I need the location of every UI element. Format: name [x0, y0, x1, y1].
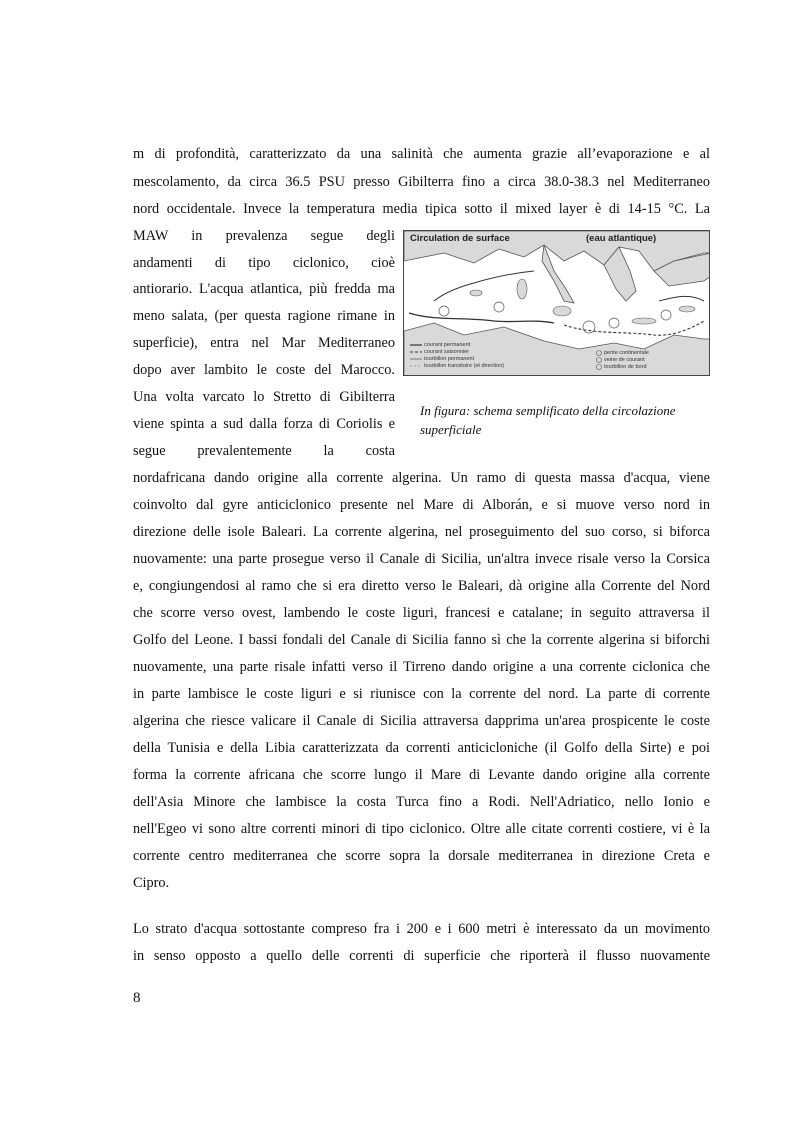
- map-island-sardinia: [517, 279, 527, 299]
- text-line: viene spinta a sud dalla forza di Coriolis e: [133, 416, 395, 432]
- text-line: Una volta varcato lo Stretto di Gibilterra: [133, 389, 395, 405]
- text-line: dell'Asia Minore che lambisce la costa Turca fino a Rodi. Nell'Adriatico, nello Ionio e: [133, 794, 710, 810]
- figure-title: Circulation de surface: [410, 233, 510, 244]
- text-line: algerina che riesce valicare il Canale di Sicilia attraversa dapprima un'area prospicente le coste: [133, 713, 710, 729]
- text-line: della Tunisia e della Libia caratterizzata da correnti anticicloniche (il Golfo della Sirte) e poi: [133, 740, 710, 756]
- page-number: 8: [133, 990, 141, 1006]
- text-line: Lo strato d'acqua sottostante compreso fra i 200 e i 600 metri è interessato da un movimento: [133, 921, 710, 937]
- eddy: [583, 321, 595, 333]
- legend-item: courant permanent: [424, 342, 471, 348]
- text-line: dopo aver lambito le coste del Marocco.: [133, 362, 395, 378]
- eddy: [494, 302, 504, 312]
- text-line: nuovamente, una parte risale infatti verso il Tirreno dando origine a una corrente ciclonica che: [133, 659, 710, 675]
- text-line: andamenti di tipo ciclonico, cioè: [133, 255, 395, 271]
- text-line: che scorre verso ovest, lambendo le coste liguri, francesi e catalane; in seguito attraversa il: [133, 605, 710, 621]
- legend-item: courant saisonnier: [424, 349, 469, 355]
- text-line: Cipro.: [133, 875, 170, 891]
- legend-item: pente continentale: [604, 350, 649, 356]
- text-line: forma la corrente africana che scorre lungo il Mare di Levante dando origine alla corrente: [133, 767, 710, 783]
- text-line: MAW in prevalenza segue degli: [133, 228, 395, 244]
- legend-item: tourbillon transitoire (et direction): [424, 363, 505, 369]
- figure-subtitle: (eau atlantique): [586, 233, 657, 244]
- current-algerian: [409, 313, 554, 323]
- text-line: Golfo del Leone. I bassi fondali del Canale di Sicilia fanno sì che la corrente algerina si biforchi: [133, 632, 710, 648]
- figure-caption: In figura: schema semplificato della circolazione superficiale: [420, 403, 676, 437]
- current-levantine: [659, 296, 704, 301]
- text-line: nuovamente: una parte prosegue verso il Canale di Sicilia, un'altra invece risale verso la Corsica: [133, 551, 710, 567]
- text-line: m di profondità, caratterizzato da una salinità che aumenta grazie all’evaporazione e al: [133, 146, 710, 162]
- text-line: in parte lambisce le coste liguri e si riunisce con la corrente del nord. La parte di corrente: [133, 686, 710, 702]
- legend-item: veine de courant: [604, 357, 645, 363]
- text-line: in senso opposto a quello delle correnti di superficie che riporterà il flusso nuovamente: [133, 948, 710, 964]
- text-line: e, congiungendosi al ramo che si era diretto verso le Baleari, dà origine alla Corrente del Nord: [133, 578, 710, 594]
- text-line: nord occidentale. Invece la temperatura media tipica sotto il mixed layer è di 14-15 °C. La: [133, 201, 710, 217]
- text-line: nell'Egeo vi sono altre correnti minori di tipo ciclonico. Oltre alle citate correnti costiere, vi è la: [133, 821, 710, 837]
- figure-legend-left: [424, 342, 504, 370]
- map-island-sicily: [553, 306, 571, 316]
- text-line: corrente centro mediterranea che scorre sopra la dorsale mediterranea in direzione Creta e: [133, 848, 710, 864]
- map-island-crete: [632, 318, 656, 324]
- figure-legend-right: [604, 350, 649, 371]
- eddy: [439, 306, 449, 316]
- legend-item: tourbillon de bord: [604, 364, 647, 370]
- eddy: [609, 318, 619, 328]
- text-line: antiorario. L'acqua atlantica, più fredda ma: [133, 281, 395, 297]
- text-line: meno salata, (per questa ragione rimane in: [133, 308, 395, 324]
- text-line: mescolamento, da circa 36.5 PSU presso Gibilterra fino a circa 38.0-38.3 nel Mediterraneo: [133, 174, 710, 190]
- map-island-baleares: [470, 290, 482, 296]
- eddy: [661, 310, 671, 320]
- text-line: coinvolto dal gyre anticiclonico presente nel Mare di Alborán, e si muove verso nord in: [133, 497, 710, 513]
- text-line: nordafricana dando origine alla corrente algerina. Un ramo di questa massa d'acqua, viene: [133, 470, 710, 486]
- text-line: segue prevalentemente la costa: [133, 443, 395, 459]
- text-line: superficie), entra nel Mar Mediterraneo: [133, 335, 395, 351]
- map-island-cyprus: [679, 306, 695, 312]
- legend-item: tourbillon permanent: [424, 356, 475, 362]
- surface-circulation-figure: [403, 230, 710, 376]
- text-line: direzione delle isole Baleari. La corrente algerina, nel proseguimento del suo corso, si biforca: [133, 524, 710, 540]
